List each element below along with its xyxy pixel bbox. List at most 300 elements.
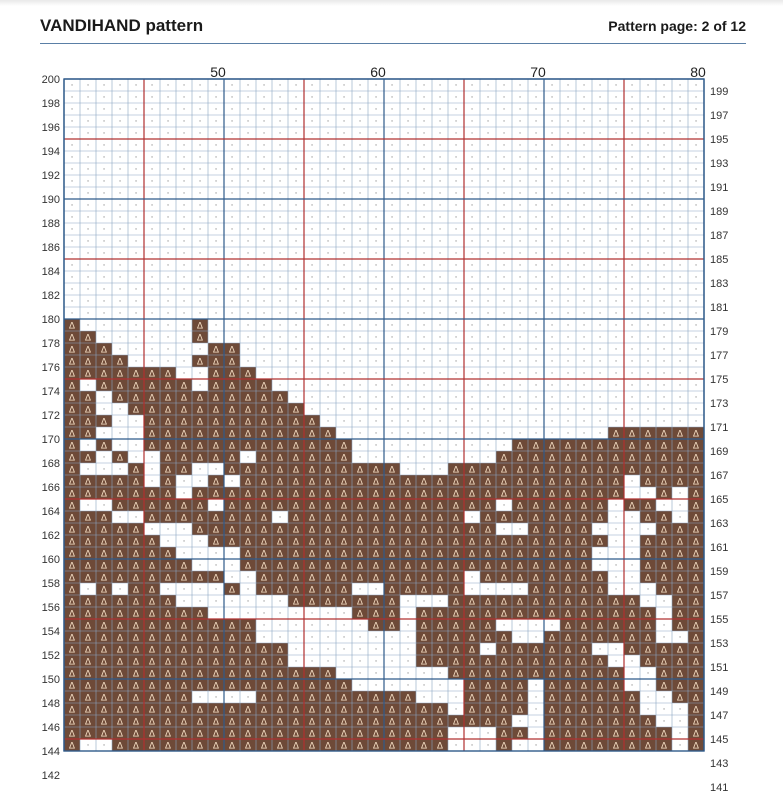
stitch-symbol: Δ xyxy=(692,561,700,572)
stitch-symbol: Δ xyxy=(580,513,588,524)
empty-dot: · xyxy=(150,525,154,535)
stitch-symbol: Δ xyxy=(340,597,348,608)
empty-dot: · xyxy=(502,141,506,151)
empty-dot: · xyxy=(470,345,474,355)
stitch-symbol: Δ xyxy=(244,729,252,740)
empty-dot: · xyxy=(310,357,314,367)
stitch-symbol: Δ xyxy=(644,549,652,560)
stitch-symbol: Δ xyxy=(580,729,588,740)
empty-dot: · xyxy=(150,321,154,331)
empty-dot: · xyxy=(486,729,490,739)
empty-dot: · xyxy=(694,165,698,175)
empty-dot: · xyxy=(230,573,234,583)
stitch-symbol: Δ xyxy=(548,537,556,548)
empty-dot: · xyxy=(342,393,346,403)
empty-dot: · xyxy=(422,309,426,319)
stitch-symbol: Δ xyxy=(644,717,652,728)
empty-dot: · xyxy=(646,345,650,355)
stitch-symbol: Δ xyxy=(84,645,92,656)
stitch-symbol: Δ xyxy=(228,513,236,524)
empty-dot: · xyxy=(694,417,698,427)
stitch-symbol: Δ xyxy=(436,573,444,584)
stitch-symbol: Δ xyxy=(692,705,700,716)
empty-dot: · xyxy=(694,273,698,283)
empty-dot: · xyxy=(358,381,362,391)
empty-dot: · xyxy=(438,465,442,475)
stitch-symbol: Δ xyxy=(436,609,444,620)
empty-dot: · xyxy=(438,93,442,103)
empty-dot: · xyxy=(358,153,362,163)
stitch-symbol: Δ xyxy=(548,705,556,716)
empty-dot: · xyxy=(630,249,634,259)
empty-dot: · xyxy=(598,645,602,655)
empty-dot: · xyxy=(518,141,522,151)
stitch-symbol: Δ xyxy=(324,429,332,440)
stitch-symbol: Δ xyxy=(324,585,332,596)
stitch-symbol: Δ xyxy=(612,705,620,716)
empty-dot: · xyxy=(134,513,138,523)
empty-dot: · xyxy=(246,117,250,127)
stitch-symbol: Δ xyxy=(228,501,236,512)
empty-dot: · xyxy=(454,213,458,223)
stitch-symbol: Δ xyxy=(212,537,220,548)
empty-dot: · xyxy=(582,189,586,199)
stitch-symbol: Δ xyxy=(132,585,140,596)
stitch-symbol: Δ xyxy=(628,453,636,464)
empty-dot: · xyxy=(262,189,266,199)
stitch-symbol: Δ xyxy=(516,681,524,692)
empty-dot: · xyxy=(134,105,138,115)
empty-dot: · xyxy=(534,729,538,739)
empty-dot: · xyxy=(390,357,394,367)
stitch-symbol: Δ xyxy=(68,633,76,644)
stitch-symbol: Δ xyxy=(196,681,204,692)
stitch-symbol: Δ xyxy=(500,669,508,680)
empty-dot: · xyxy=(182,585,186,595)
empty-dot: · xyxy=(438,285,442,295)
stitch-symbol: Δ xyxy=(596,537,604,548)
stitch-symbol: Δ xyxy=(212,477,220,488)
empty-dot: · xyxy=(630,129,634,139)
page-indicator: Pattern page: 2 of 12 xyxy=(608,18,746,34)
stitch-symbol: Δ xyxy=(116,357,124,368)
empty-dot: · xyxy=(454,393,458,403)
empty-dot: · xyxy=(614,105,618,115)
empty-dot: · xyxy=(294,381,298,391)
stitch-symbol: Δ xyxy=(212,453,220,464)
stitch-symbol: Δ xyxy=(452,537,460,548)
empty-dot: · xyxy=(246,153,250,163)
stitch-symbol: Δ xyxy=(308,501,316,512)
stitch-symbol: Δ xyxy=(276,657,284,668)
stitch-symbol: Δ xyxy=(180,381,188,392)
empty-dot: · xyxy=(262,621,266,631)
empty-dot: · xyxy=(214,105,218,115)
empty-dot: · xyxy=(374,225,378,235)
empty-dot: · xyxy=(166,345,170,355)
stitch-symbol: Δ xyxy=(100,381,108,392)
empty-dot: · xyxy=(166,297,170,307)
stitch-symbol: Δ xyxy=(340,525,348,536)
empty-dot: · xyxy=(598,549,602,559)
stitch-symbol: Δ xyxy=(372,741,380,752)
empty-dot: · xyxy=(566,321,570,331)
empty-dot: · xyxy=(390,93,394,103)
empty-dot: · xyxy=(166,585,170,595)
empty-dot: · xyxy=(86,465,90,475)
empty-dot: · xyxy=(214,285,218,295)
empty-dot: · xyxy=(358,681,362,691)
stitch-symbol: Δ xyxy=(404,561,412,572)
empty-dot: · xyxy=(214,153,218,163)
empty-dot: · xyxy=(646,597,650,607)
stitch-symbol: Δ xyxy=(532,609,540,620)
stitch-symbol: Δ xyxy=(196,321,204,332)
empty-dot: · xyxy=(566,201,570,211)
empty-dot: · xyxy=(342,273,346,283)
empty-dot: · xyxy=(534,357,538,367)
empty-dot: · xyxy=(278,285,282,295)
empty-dot: · xyxy=(518,393,522,403)
empty-dot: · xyxy=(406,597,410,607)
empty-dot: · xyxy=(566,393,570,403)
empty-dot: · xyxy=(390,297,394,307)
stitch-symbol: Δ xyxy=(580,705,588,716)
stitch-symbol: Δ xyxy=(164,729,172,740)
empty-dot: · xyxy=(470,225,474,235)
empty-dot: · xyxy=(582,285,586,295)
stitch-symbol: Δ xyxy=(516,597,524,608)
empty-dot: · xyxy=(86,165,90,175)
empty-dot: · xyxy=(342,621,346,631)
empty-dot: · xyxy=(86,93,90,103)
stitch-symbol: Δ xyxy=(164,405,172,416)
stitch-symbol: Δ xyxy=(356,741,364,752)
stitch-symbol: Δ xyxy=(292,717,300,728)
empty-dot: · xyxy=(550,357,554,367)
empty-dot: · xyxy=(342,381,346,391)
stitch-symbol: Δ xyxy=(372,465,380,476)
empty-dot: · xyxy=(438,297,442,307)
empty-dot: · xyxy=(134,93,138,103)
stitch-symbol: Δ xyxy=(196,489,204,500)
empty-dot: · xyxy=(614,501,618,511)
empty-dot: · xyxy=(486,741,490,751)
stitch-symbol: Δ xyxy=(532,669,540,680)
empty-dot: · xyxy=(278,105,282,115)
empty-dot: · xyxy=(326,225,330,235)
stitch-symbol: Δ xyxy=(644,537,652,548)
stitch-symbol: Δ xyxy=(388,705,396,716)
empty-dot: · xyxy=(294,333,298,343)
stitch-symbol: Δ xyxy=(292,513,300,524)
empty-dot: · xyxy=(438,693,442,703)
stitch-symbol: Δ xyxy=(100,681,108,692)
empty-dot: · xyxy=(502,297,506,307)
empty-dot: · xyxy=(678,141,682,151)
stitch-symbol: Δ xyxy=(516,501,524,512)
empty-dot: · xyxy=(230,105,234,115)
stitch-symbol: Δ xyxy=(660,549,668,560)
stitch-symbol: Δ xyxy=(452,513,460,524)
empty-dot: · xyxy=(246,141,250,151)
stitch-symbol: Δ xyxy=(180,741,188,752)
stitch-symbol: Δ xyxy=(388,597,396,608)
empty-dot: · xyxy=(214,297,218,307)
empty-dot: · xyxy=(406,417,410,427)
empty-dot: · xyxy=(326,393,330,403)
stitch-symbol: Δ xyxy=(692,633,700,644)
stitch-symbol: Δ xyxy=(564,477,572,488)
stitch-symbol: Δ xyxy=(548,501,556,512)
stitch-symbol: Δ xyxy=(372,525,380,536)
empty-dot: · xyxy=(518,153,522,163)
stitch-symbol: Δ xyxy=(68,561,76,572)
empty-dot: · xyxy=(550,165,554,175)
stitch-symbol: Δ xyxy=(100,609,108,620)
empty-dot: · xyxy=(502,381,506,391)
empty-dot: · xyxy=(406,141,410,151)
stitch-symbol: Δ xyxy=(84,621,92,632)
stitch-symbol: Δ xyxy=(612,609,620,620)
empty-dot: · xyxy=(150,453,154,463)
stitch-symbol: Δ xyxy=(596,573,604,584)
empty-dot: · xyxy=(454,261,458,271)
stitch-symbol: Δ xyxy=(116,381,124,392)
empty-dot: · xyxy=(582,93,586,103)
empty-dot: · xyxy=(502,117,506,127)
empty-dot: · xyxy=(470,453,474,463)
empty-dot: · xyxy=(198,153,202,163)
stitch-symbol: Δ xyxy=(132,597,140,608)
stitch-symbol: Δ xyxy=(324,717,332,728)
empty-dot: · xyxy=(166,105,170,115)
stitch-symbol: Δ xyxy=(564,621,572,632)
empty-dot: · xyxy=(502,177,506,187)
empty-dot: · xyxy=(406,429,410,439)
empty-dot: · xyxy=(342,345,346,355)
empty-dot: · xyxy=(550,381,554,391)
stitch-symbol: Δ xyxy=(692,441,700,452)
empty-dot: · xyxy=(310,657,314,667)
empty-dot: · xyxy=(230,285,234,295)
empty-dot: · xyxy=(566,213,570,223)
stitch-symbol: Δ xyxy=(452,669,460,680)
stitch-symbol: Δ xyxy=(324,681,332,692)
empty-dot: · xyxy=(630,297,634,307)
empty-dot: · xyxy=(614,333,618,343)
stitch-symbol: Δ xyxy=(324,489,332,500)
row-label-right: 197 xyxy=(710,110,729,122)
row-label-right: 147 xyxy=(710,710,729,722)
stitch-symbol: Δ xyxy=(644,633,652,644)
stitch-symbol: Δ xyxy=(468,633,476,644)
empty-dot: · xyxy=(198,465,202,475)
stitch-symbol: Δ xyxy=(308,597,316,608)
empty-dot: · xyxy=(246,357,250,367)
stitch-symbol: Δ xyxy=(148,585,156,596)
stitch-symbol: Δ xyxy=(356,513,364,524)
empty-dot: · xyxy=(598,189,602,199)
empty-dot: · xyxy=(630,561,634,571)
empty-dot: · xyxy=(214,189,218,199)
empty-dot: · xyxy=(678,165,682,175)
stitch-symbol: Δ xyxy=(100,717,108,728)
stitch-symbol: Δ xyxy=(340,441,348,452)
stitch-symbol: Δ xyxy=(564,681,572,692)
stitch-symbol: Δ xyxy=(164,429,172,440)
stitch-symbol: Δ xyxy=(692,621,700,632)
stitch-symbol: Δ xyxy=(132,381,140,392)
stitch-symbol: Δ xyxy=(676,669,684,680)
row-label-right: 185 xyxy=(710,254,729,266)
empty-dot: · xyxy=(630,669,634,679)
stitch-symbol: Δ xyxy=(500,513,508,524)
empty-dot: · xyxy=(598,321,602,331)
empty-dot: · xyxy=(118,105,122,115)
empty-dot: · xyxy=(582,357,586,367)
empty-dot: · xyxy=(374,417,378,427)
row-label-left: 200 xyxy=(41,74,60,86)
empty-dot: · xyxy=(454,225,458,235)
stitch-symbol: Δ xyxy=(468,609,476,620)
stitch-symbol: Δ xyxy=(260,705,268,716)
stitch-symbol: Δ xyxy=(260,417,268,428)
stitch-symbol: Δ xyxy=(564,501,572,512)
empty-dot: · xyxy=(518,201,522,211)
stitch-symbol: Δ xyxy=(100,693,108,704)
empty-dot: · xyxy=(358,165,362,175)
stitch-symbol: Δ xyxy=(532,549,540,560)
stitch-symbol: Δ xyxy=(372,549,380,560)
empty-dot: · xyxy=(198,93,202,103)
row-label-left: 176 xyxy=(41,362,60,374)
empty-dot: · xyxy=(486,177,490,187)
empty-dot: · xyxy=(694,213,698,223)
stitch-symbol: Δ xyxy=(244,501,252,512)
stitch-symbol: Δ xyxy=(292,561,300,572)
stitch-symbol: Δ xyxy=(564,585,572,596)
stitch-symbol: Δ xyxy=(148,597,156,608)
empty-dot: · xyxy=(438,669,442,679)
empty-dot: · xyxy=(150,333,154,343)
empty-dot: · xyxy=(390,225,394,235)
empty-dot: · xyxy=(406,189,410,199)
empty-dot: · xyxy=(102,297,106,307)
stitch-symbol: Δ xyxy=(564,741,572,752)
stitch-symbol: Δ xyxy=(596,441,604,452)
empty-dot: · xyxy=(326,285,330,295)
stitch-symbol: Δ xyxy=(132,465,140,476)
empty-dot: · xyxy=(374,681,378,691)
stitch-symbol: Δ xyxy=(308,513,316,524)
empty-dot: · xyxy=(406,297,410,307)
empty-dot: · xyxy=(326,297,330,307)
stitch-symbol: Δ xyxy=(420,741,428,752)
stitch-symbol: Δ xyxy=(292,597,300,608)
stitch-symbol: Δ xyxy=(196,741,204,752)
empty-dot: · xyxy=(566,177,570,187)
stitch-symbol: Δ xyxy=(420,513,428,524)
stitch-symbol: Δ xyxy=(68,729,76,740)
stitch-symbol: Δ xyxy=(244,561,252,572)
empty-dot: · xyxy=(534,201,538,211)
row-label-left: 198 xyxy=(41,98,60,110)
empty-dot: · xyxy=(406,309,410,319)
stitch-symbol: Δ xyxy=(516,489,524,500)
empty-dot: · xyxy=(598,417,602,427)
stitch-symbol: Δ xyxy=(292,501,300,512)
empty-dot: · xyxy=(694,153,698,163)
empty-dot: · xyxy=(422,189,426,199)
stitch-symbol: Δ xyxy=(100,477,108,488)
empty-dot: · xyxy=(182,285,186,295)
empty-dot: · xyxy=(438,345,442,355)
empty-dot: · xyxy=(550,621,554,631)
stitch-symbol: Δ xyxy=(660,741,668,752)
empty-dot: · xyxy=(502,285,506,295)
empty-dot: · xyxy=(390,81,394,91)
empty-dot: · xyxy=(246,261,250,271)
stitch-symbol: Δ xyxy=(148,645,156,656)
empty-dot: · xyxy=(422,381,426,391)
stitch-symbol: Δ xyxy=(84,333,92,344)
empty-dot: · xyxy=(294,141,298,151)
empty-dot: · xyxy=(374,333,378,343)
empty-dot: · xyxy=(614,345,618,355)
empty-dot: · xyxy=(86,153,90,163)
empty-dot: · xyxy=(630,141,634,151)
empty-dot: · xyxy=(550,345,554,355)
stitch-symbol: Δ xyxy=(276,501,284,512)
stitch-symbol: Δ xyxy=(228,393,236,404)
empty-dot: · xyxy=(102,189,106,199)
stitch-symbol: Δ xyxy=(292,429,300,440)
stitch-symbol: Δ xyxy=(308,537,316,548)
stitch-symbol: Δ xyxy=(692,729,700,740)
stitch-symbol: Δ xyxy=(84,489,92,500)
empty-dot: · xyxy=(598,297,602,307)
stitch-symbol: Δ xyxy=(116,705,124,716)
stitch-symbol: Δ xyxy=(276,489,284,500)
stitch-symbol: Δ xyxy=(548,549,556,560)
stitch-symbol: Δ xyxy=(212,345,220,356)
stitch-symbol: Δ xyxy=(676,477,684,488)
empty-dot: · xyxy=(150,273,154,283)
empty-dot: · xyxy=(678,513,682,523)
stitch-symbol: Δ xyxy=(628,633,636,644)
stitch-symbol: Δ xyxy=(276,465,284,476)
empty-dot: · xyxy=(454,705,458,715)
empty-dot: · xyxy=(134,177,138,187)
stitch-symbol: Δ xyxy=(324,537,332,548)
stitch-symbol: Δ xyxy=(532,561,540,572)
stitch-symbol: Δ xyxy=(340,561,348,572)
empty-dot: · xyxy=(326,273,330,283)
empty-dot: · xyxy=(230,609,234,619)
empty-dot: · xyxy=(262,309,266,319)
empty-dot: · xyxy=(646,213,650,223)
empty-dot: · xyxy=(150,309,154,319)
stitch-symbol: Δ xyxy=(388,741,396,752)
stitch-symbol: Δ xyxy=(100,369,108,380)
stitch-symbol: Δ xyxy=(292,537,300,548)
empty-dot: · xyxy=(566,105,570,115)
stitch-symbol: Δ xyxy=(324,441,332,452)
empty-dot: · xyxy=(342,177,346,187)
empty-dot: · xyxy=(422,369,426,379)
stitch-symbol: Δ xyxy=(500,645,508,656)
